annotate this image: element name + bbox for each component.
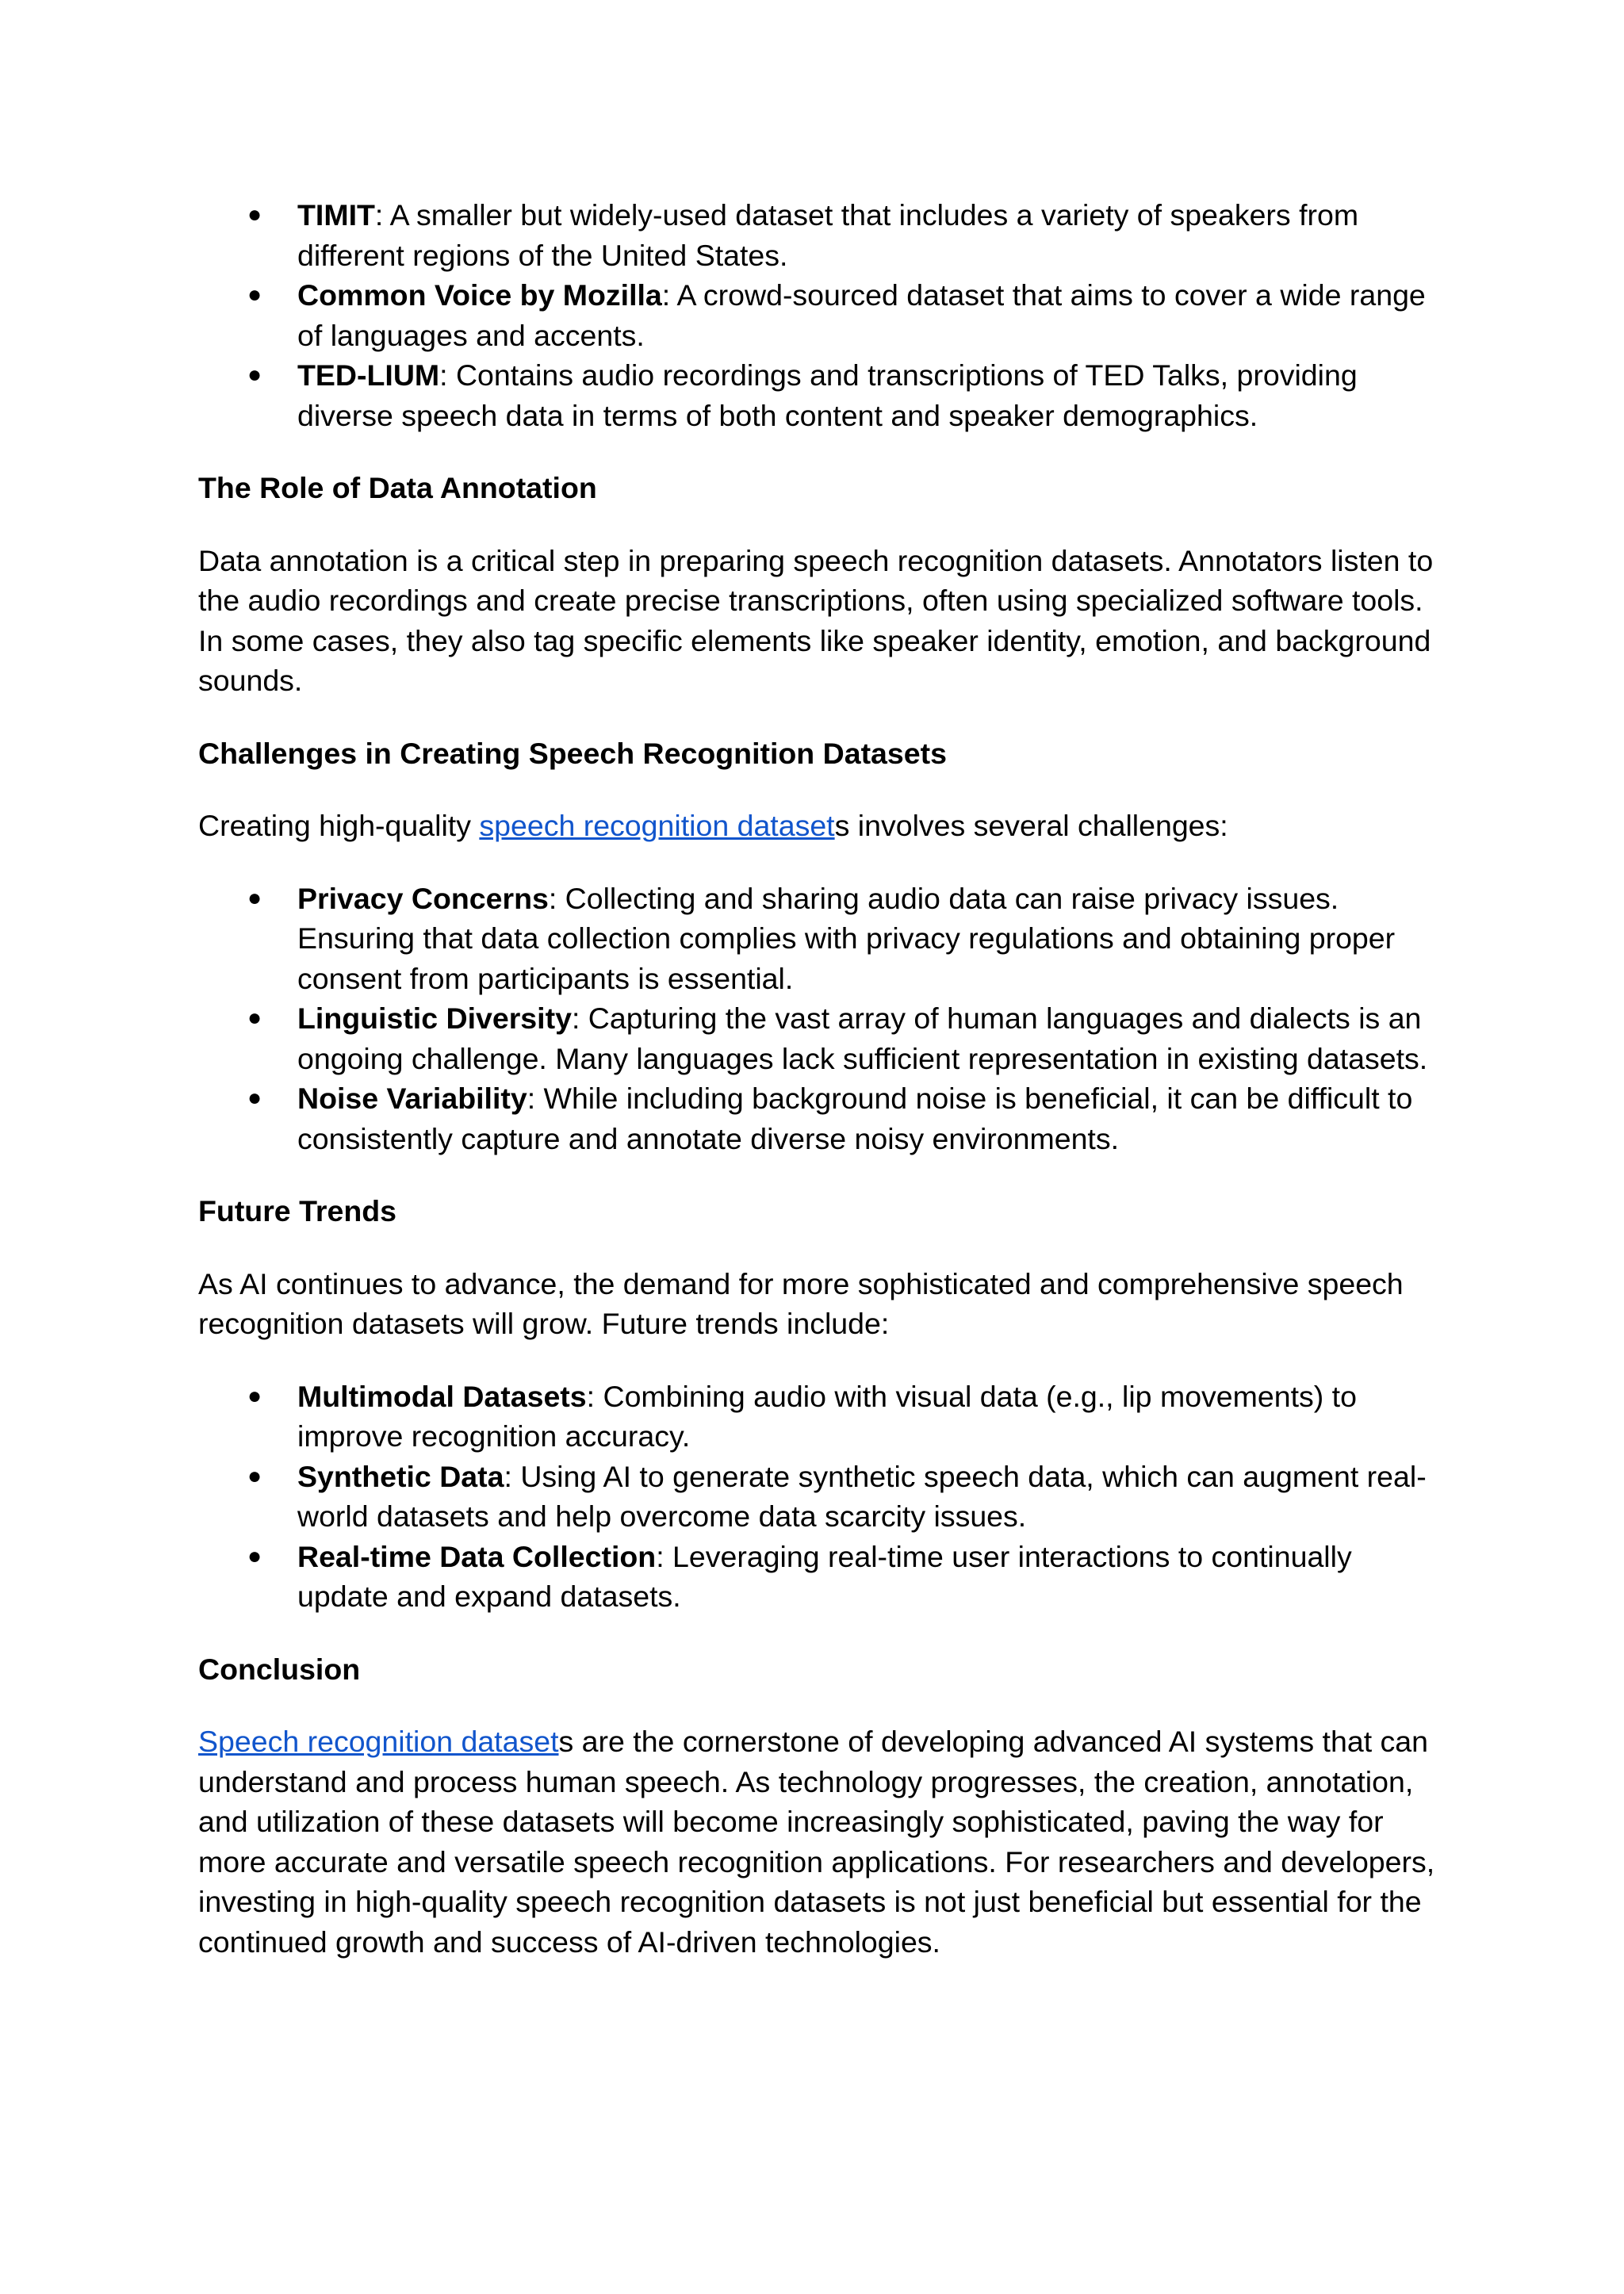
document-page xyxy=(198,195,1435,1962)
future-list xyxy=(198,1377,1435,1617)
list-item xyxy=(198,1078,1435,1158)
bullet-icon: ● xyxy=(247,362,262,388)
challenges-intro-before: Creating high-quality xyxy=(198,809,480,842)
list-item xyxy=(198,998,1435,1078)
challenges-list xyxy=(198,879,1435,1159)
section-heading-annotation: The Role of Data Annotation xyxy=(198,471,597,504)
list-item-term: Linguistic Diversity xyxy=(297,1001,572,1035)
list-item xyxy=(198,195,1435,275)
list-item-term: Common Voice by Mozilla xyxy=(297,278,662,312)
bullet-icon: ● xyxy=(247,1382,262,1409)
list-item xyxy=(198,879,1435,999)
list-item-desc: : Contains audio recordings and transcriptions of TED Talks, providing diverse speech data in terms of both content and speaker demographics. xyxy=(297,358,1358,432)
bullet-icon: ● xyxy=(247,201,262,228)
bullet-icon: ● xyxy=(247,1085,262,1111)
challenges-intro xyxy=(198,806,1435,846)
list-item-desc: : A smaller but widely-used dataset that includes a variety of speakers from different regions of the United States. xyxy=(297,198,1359,272)
list-item-term: Real-time Data Collection xyxy=(297,1539,657,1573)
list-item-term: Synthetic Data xyxy=(297,1459,504,1493)
list-item-term: Privacy Concerns xyxy=(297,881,549,915)
list-item-desc: : While including background noise is beneficial, it can be difficult to consistently capture and annotate diverse noisy environments. xyxy=(297,1082,1413,1155)
bullet-icon: ● xyxy=(247,1462,262,1489)
section-heading-conclusion: Conclusion xyxy=(198,1652,361,1686)
speech-dataset-link[interactable]: speech recognition dataset xyxy=(479,809,835,842)
list-item xyxy=(198,355,1435,435)
conclusion-body: s are the cornerstone of developing advanced AI systems that can understand and process human speech. As technology progresses, the creation, annotation, and utilization of these datasets will become increasingly sophisticated, paving the way for more accurate and versatile speech recognition applications. For researchers and developers, investing in high-quality speech recognition datasets is not just beneficial but essential for the continued growth and success of AI-driven technologies. xyxy=(198,1725,1435,1959)
challenges-intro-after: s involves several challenges: xyxy=(834,809,1228,842)
dataset-list xyxy=(198,195,1435,435)
list-item xyxy=(198,1377,1435,1457)
list-item-desc: : A crowd-sourced dataset that aims to cover a wide range of languages and accents. xyxy=(297,278,1426,352)
list-item-desc: : Capturing the vast array of human languages and dialects is an ongoing challenge. Many languages lack sufficient representation in existing datasets. xyxy=(297,1001,1428,1075)
list-item xyxy=(198,275,1435,355)
bullet-icon: ● xyxy=(247,884,262,911)
bullet-icon: ● xyxy=(247,281,262,308)
bullet-icon: ● xyxy=(247,1005,262,1031)
future-intro: As AI continues to advance, the demand for more sophisticated and comprehensive speech recognition datasets will grow. Future trends include: xyxy=(198,1266,1404,1340)
list-item-term: TIMIT xyxy=(297,198,375,232)
list-item-term: Noise Variability xyxy=(297,1082,527,1115)
list-item-desc: : Using AI to generate synthetic speech data, which can augment real-world datasets and help overcome data scarcity issues. xyxy=(297,1459,1427,1533)
list-item-term: Multimodal Datasets xyxy=(297,1379,587,1413)
speech-dataset-link[interactable]: Speech recognition dataset xyxy=(198,1725,559,1758)
list-item-term: TED-LIUM xyxy=(297,358,440,392)
list-item xyxy=(198,1457,1435,1537)
section-heading-challenges: Challenges in Creating Speech Recognition Datasets xyxy=(198,736,947,770)
annotation-paragraph: Data annotation is a critical step in preparing speech recognition datasets. Annotators listen to the audio recordings and create precise transcriptions, often using specialized software tools. In some cases, they also tag specific elements like speaker identity, emotion, and background sounds. xyxy=(198,543,1434,697)
conclusion-paragraph xyxy=(198,1721,1435,1962)
section-heading-future: Future Trends xyxy=(198,1194,397,1227)
bullet-icon: ● xyxy=(247,1542,262,1569)
list-item-desc: : Collecting and sharing audio data can raise privacy issues. Ensuring that data collection complies with privacy regulations and obtaining proper consent from participants is essential. xyxy=(297,881,1396,995)
list-item-desc: : Leveraging real-time user interactions to continually update and expand datasets. xyxy=(297,1539,1352,1613)
list-item-desc: : Combining audio with visual data (e.g., lip movements) to improve recognition accuracy. xyxy=(297,1379,1357,1453)
list-item xyxy=(198,1537,1435,1617)
